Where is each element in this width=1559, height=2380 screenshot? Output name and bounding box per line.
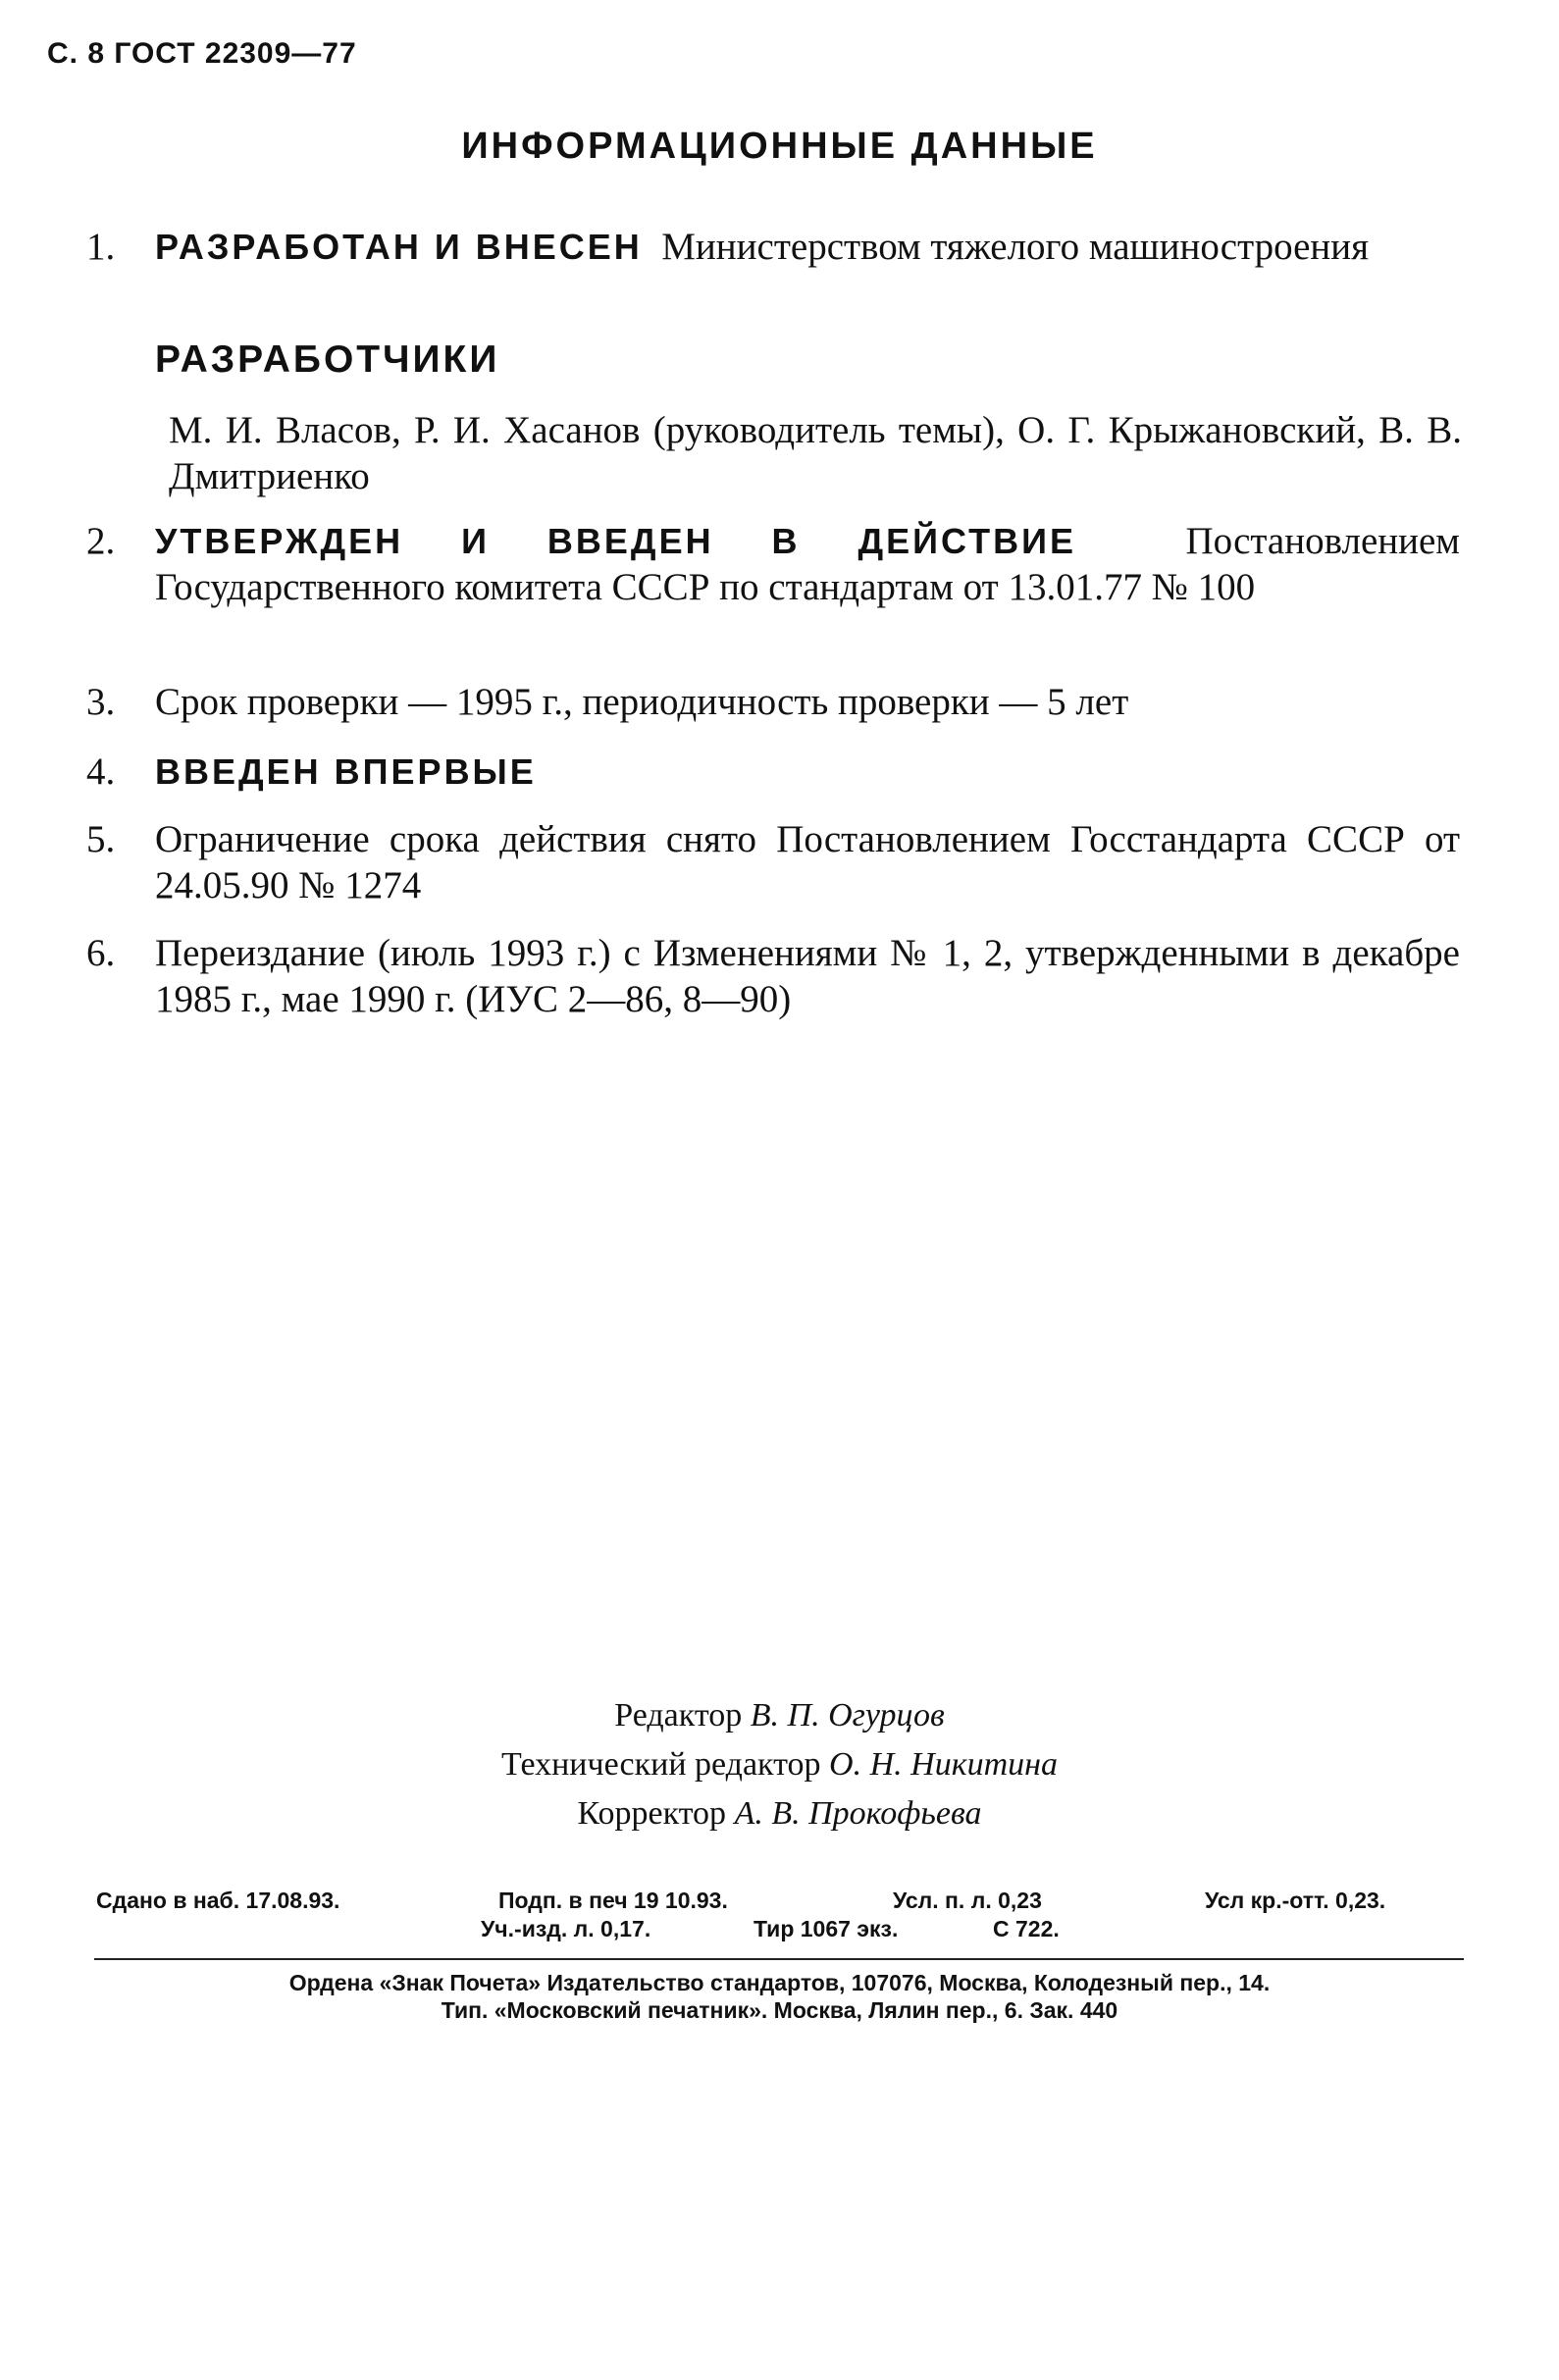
developers-names: М. И. Власов, Р. И. Хасанов (руководитель темы), О. Г. Крыжановский, В. В. Дмитриенко <box>169 409 1462 497</box>
divider <box>94 1958 1464 1960</box>
credit-label: Корректор <box>577 1795 727 1832</box>
list-item-4 <box>86 749 1460 795</box>
item-number: 6. <box>86 932 116 974</box>
imprint-code: С 722. <box>993 1916 1060 1941</box>
credit-person: О. Н. Никитина <box>829 1746 1059 1783</box>
imprint-submitted: Сдано в наб. 17.08.93. <box>96 1888 340 1913</box>
item-text: Ограничение срока действия снято Постановлением Госстандарта СССР от 24.05.90 № 1274 <box>155 818 1460 906</box>
item-number: 5. <box>86 818 116 860</box>
imprint-signed: Подп. в печ 19 10.93. <box>498 1888 728 1913</box>
item-text: Переиздание (июль 1993 г.) с Изменениями № 1, 2, утвержденными в декабре 1985 г., мае 1990 г. (ИУС 2—86, 8—90) <box>155 932 1460 1020</box>
imprint-run: Тир 1067 экз. <box>754 1916 899 1941</box>
credit-person: А. В. Прокофьева <box>734 1795 982 1832</box>
developers-heading: РАЗРАБОТЧИКИ <box>155 338 500 381</box>
credit-label: Редактор <box>614 1697 743 1733</box>
imprint-conv-print: Усл кр.-отт. 0,23. <box>1205 1888 1386 1913</box>
imprint-conv-sheets: Усл. п. л. 0,23 <box>893 1888 1042 1913</box>
credit-proofreader <box>0 1789 1559 1838</box>
item-caps: ВВЕДЕН ВПЕРВЫЕ <box>155 751 537 792</box>
item-text: Министерством тяжелого машиностроения <box>661 226 1370 268</box>
item-number: 3. <box>86 681 116 723</box>
list-item-6 <box>86 930 1460 1022</box>
list-item-2 <box>86 518 1460 610</box>
imprint-printer: Тип. «Московский печатник». Москва, Лялин пер., 6. Зак. 440 <box>441 1997 1118 2023</box>
page-header: С. 8 ГОСТ 22309—77 <box>47 37 357 70</box>
item-number: 4. <box>86 750 116 793</box>
item-caps: РАЗРАБОТАН И ВНЕСЕН <box>155 227 643 267</box>
page-title: ИНФОРМАЦИОННЫЕ ДАННЫЕ <box>461 126 1098 167</box>
imprint-pub-sheets: Уч.-изд. л. 0,17. <box>481 1916 651 1941</box>
credit-editor <box>0 1691 1559 1740</box>
credit-person: В. П. Огурцов <box>750 1697 945 1733</box>
item-number: 2. <box>86 520 116 562</box>
item-text: Срок проверки — 1995 г., периодичность проверки — 5 лет <box>155 681 1129 723</box>
credit-label: Технический редактор <box>500 1746 821 1783</box>
credit-tech-editor <box>0 1740 1559 1789</box>
imprint-publisher: Ордена «Знак Почета» Издательство стандартов, 107076, Москва, Колодезный пер., 14. <box>288 1970 1271 1995</box>
item-text: Постановлением Государственного комитета СССР по стандартам от 13.01.77 № 100 <box>155 520 1460 608</box>
list-item-3 <box>86 679 1460 725</box>
item-caps: УТВЕРЖДЕН И ВВЕДЕН В ДЕЙСТВИЕ <box>155 521 1077 561</box>
list-item-5 <box>86 816 1460 908</box>
list-item-1 <box>86 224 1460 270</box>
item-number: 1. <box>86 226 116 268</box>
